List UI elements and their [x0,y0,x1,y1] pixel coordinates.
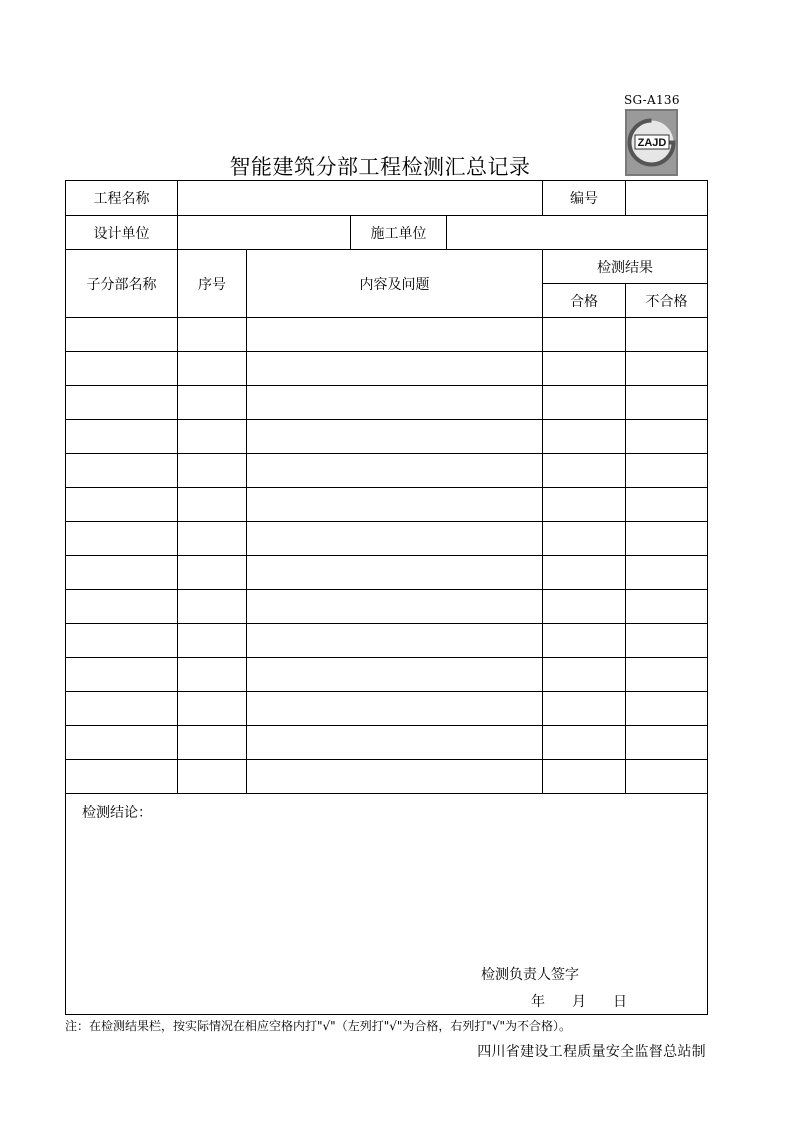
column-header-row [66,250,708,284]
number-field[interactable] [626,181,708,216]
conclusion-row [66,794,708,1015]
col-fail: 不合格 [626,284,708,318]
table-row [66,658,708,692]
seq-cell[interactable] [178,760,247,794]
pass-cell[interactable] [543,658,626,692]
seq-cell[interactable] [178,488,247,522]
pass-cell[interactable] [543,590,626,624]
fail-cell[interactable] [626,590,708,624]
seq-cell[interactable] [178,522,247,556]
table-row [66,318,708,352]
sub-division-cell[interactable] [66,386,178,420]
col-result-group: 检测结果 [543,250,708,284]
number-label: 编号 [543,181,626,216]
content-cell[interactable] [247,352,543,386]
design-unit-field[interactable] [178,216,351,250]
table-row [66,352,708,386]
fail-cell[interactable] [626,420,708,454]
seq-cell[interactable] [178,420,247,454]
col-content: 内容及问题 [247,250,543,318]
table-row [66,454,708,488]
table-row [66,522,708,556]
pass-cell[interactable] [543,352,626,386]
page-title: 智能建筑分部工程检测汇总记录 [229,155,531,179]
sub-division-cell[interactable] [66,658,178,692]
seq-cell[interactable] [178,726,247,760]
seq-cell[interactable] [178,454,247,488]
col-seq: 序号 [178,250,247,318]
year-label: 年 [531,994,545,1010]
fail-cell[interactable] [626,556,708,590]
signature-label: 检测负责人签字 [481,967,579,983]
fail-cell[interactable] [626,760,708,794]
content-cell[interactable] [247,590,543,624]
conclusion-area[interactable] [66,794,708,1015]
content-cell[interactable] [247,420,543,454]
pass-cell[interactable] [543,488,626,522]
seq-cell[interactable] [178,386,247,420]
unit-row [66,216,708,250]
content-cell[interactable] [247,658,543,692]
content-cell[interactable] [247,726,543,760]
table-row [66,726,708,760]
col-pass: 合格 [543,284,626,318]
pass-cell[interactable] [543,760,626,794]
day-label: 日 [613,994,627,1010]
fail-cell[interactable] [626,658,708,692]
construction-unit-field[interactable] [447,216,708,250]
sub-division-cell[interactable] [66,454,178,488]
fail-cell[interactable] [626,624,708,658]
fail-cell[interactable] [626,488,708,522]
fail-cell[interactable] [626,318,708,352]
seq-cell[interactable] [178,556,247,590]
fail-cell[interactable] [626,454,708,488]
month-label: 月 [572,994,586,1010]
pass-cell[interactable] [543,386,626,420]
sub-division-cell[interactable] [66,556,178,590]
sub-division-cell[interactable] [66,624,178,658]
issuer-footer: 四川省建设工程质量安全监督总站制 [477,1044,706,1060]
pass-cell[interactable] [543,726,626,760]
table-row [66,590,708,624]
design-unit-label: 设计单位 [66,216,178,250]
content-cell[interactable] [247,692,543,726]
content-cell[interactable] [247,760,543,794]
sub-division-cell[interactable] [66,692,178,726]
table-row [66,760,708,794]
content-cell[interactable] [247,454,543,488]
seq-cell[interactable] [178,590,247,624]
content-cell[interactable] [247,318,543,352]
pass-cell[interactable] [543,624,626,658]
pass-cell[interactable] [543,318,626,352]
fail-cell[interactable] [626,522,708,556]
sub-division-cell[interactable] [66,420,178,454]
sub-division-cell[interactable] [66,590,178,624]
content-cell[interactable] [247,522,543,556]
content-cell[interactable] [247,488,543,522]
sub-division-cell[interactable] [66,760,178,794]
fail-cell[interactable] [626,726,708,760]
sub-division-cell[interactable] [66,522,178,556]
seq-cell[interactable] [178,352,247,386]
seq-cell[interactable] [178,624,247,658]
form-code: SG-A136 [624,93,680,107]
date-row [531,991,654,1011]
table-row [66,556,708,590]
table-row [66,420,708,454]
content-cell[interactable] [247,556,543,590]
sub-division-cell[interactable] [66,352,178,386]
pass-cell[interactable] [543,522,626,556]
sub-division-cell[interactable] [66,488,178,522]
project-row [66,181,708,216]
seq-cell[interactable] [178,692,247,726]
sub-division-cell[interactable] [66,726,178,760]
table-row [66,488,708,522]
table-row [66,386,708,420]
seq-cell[interactable] [178,318,247,352]
table-row [66,692,708,726]
table-row [66,624,708,658]
record-table [65,180,708,1015]
project-name-label: 工程名称 [66,181,178,216]
construction-unit-label: 施工单位 [351,216,447,250]
pass-cell[interactable] [543,420,626,454]
logo-text: ZAJD [637,137,667,149]
pass-cell[interactable] [543,692,626,726]
fail-cell[interactable] [626,386,708,420]
project-name-field[interactable] [178,181,543,216]
content-cell[interactable] [247,624,543,658]
footnote: 注：在检测结果栏，按实际情况在相应空格内打"√"（左列打"√"为合格，右列打"√"为不合格）。 [65,1019,572,1033]
fail-cell[interactable] [626,692,708,726]
col-sub-division: 子分部名称 [66,250,178,318]
conclusion-label: 检测结论： [82,805,152,821]
fail-cell[interactable] [626,352,708,386]
pass-cell[interactable] [543,556,626,590]
pass-cell[interactable] [543,454,626,488]
seq-cell[interactable] [178,658,247,692]
content-cell[interactable] [247,386,543,420]
sub-division-cell[interactable] [66,318,178,352]
